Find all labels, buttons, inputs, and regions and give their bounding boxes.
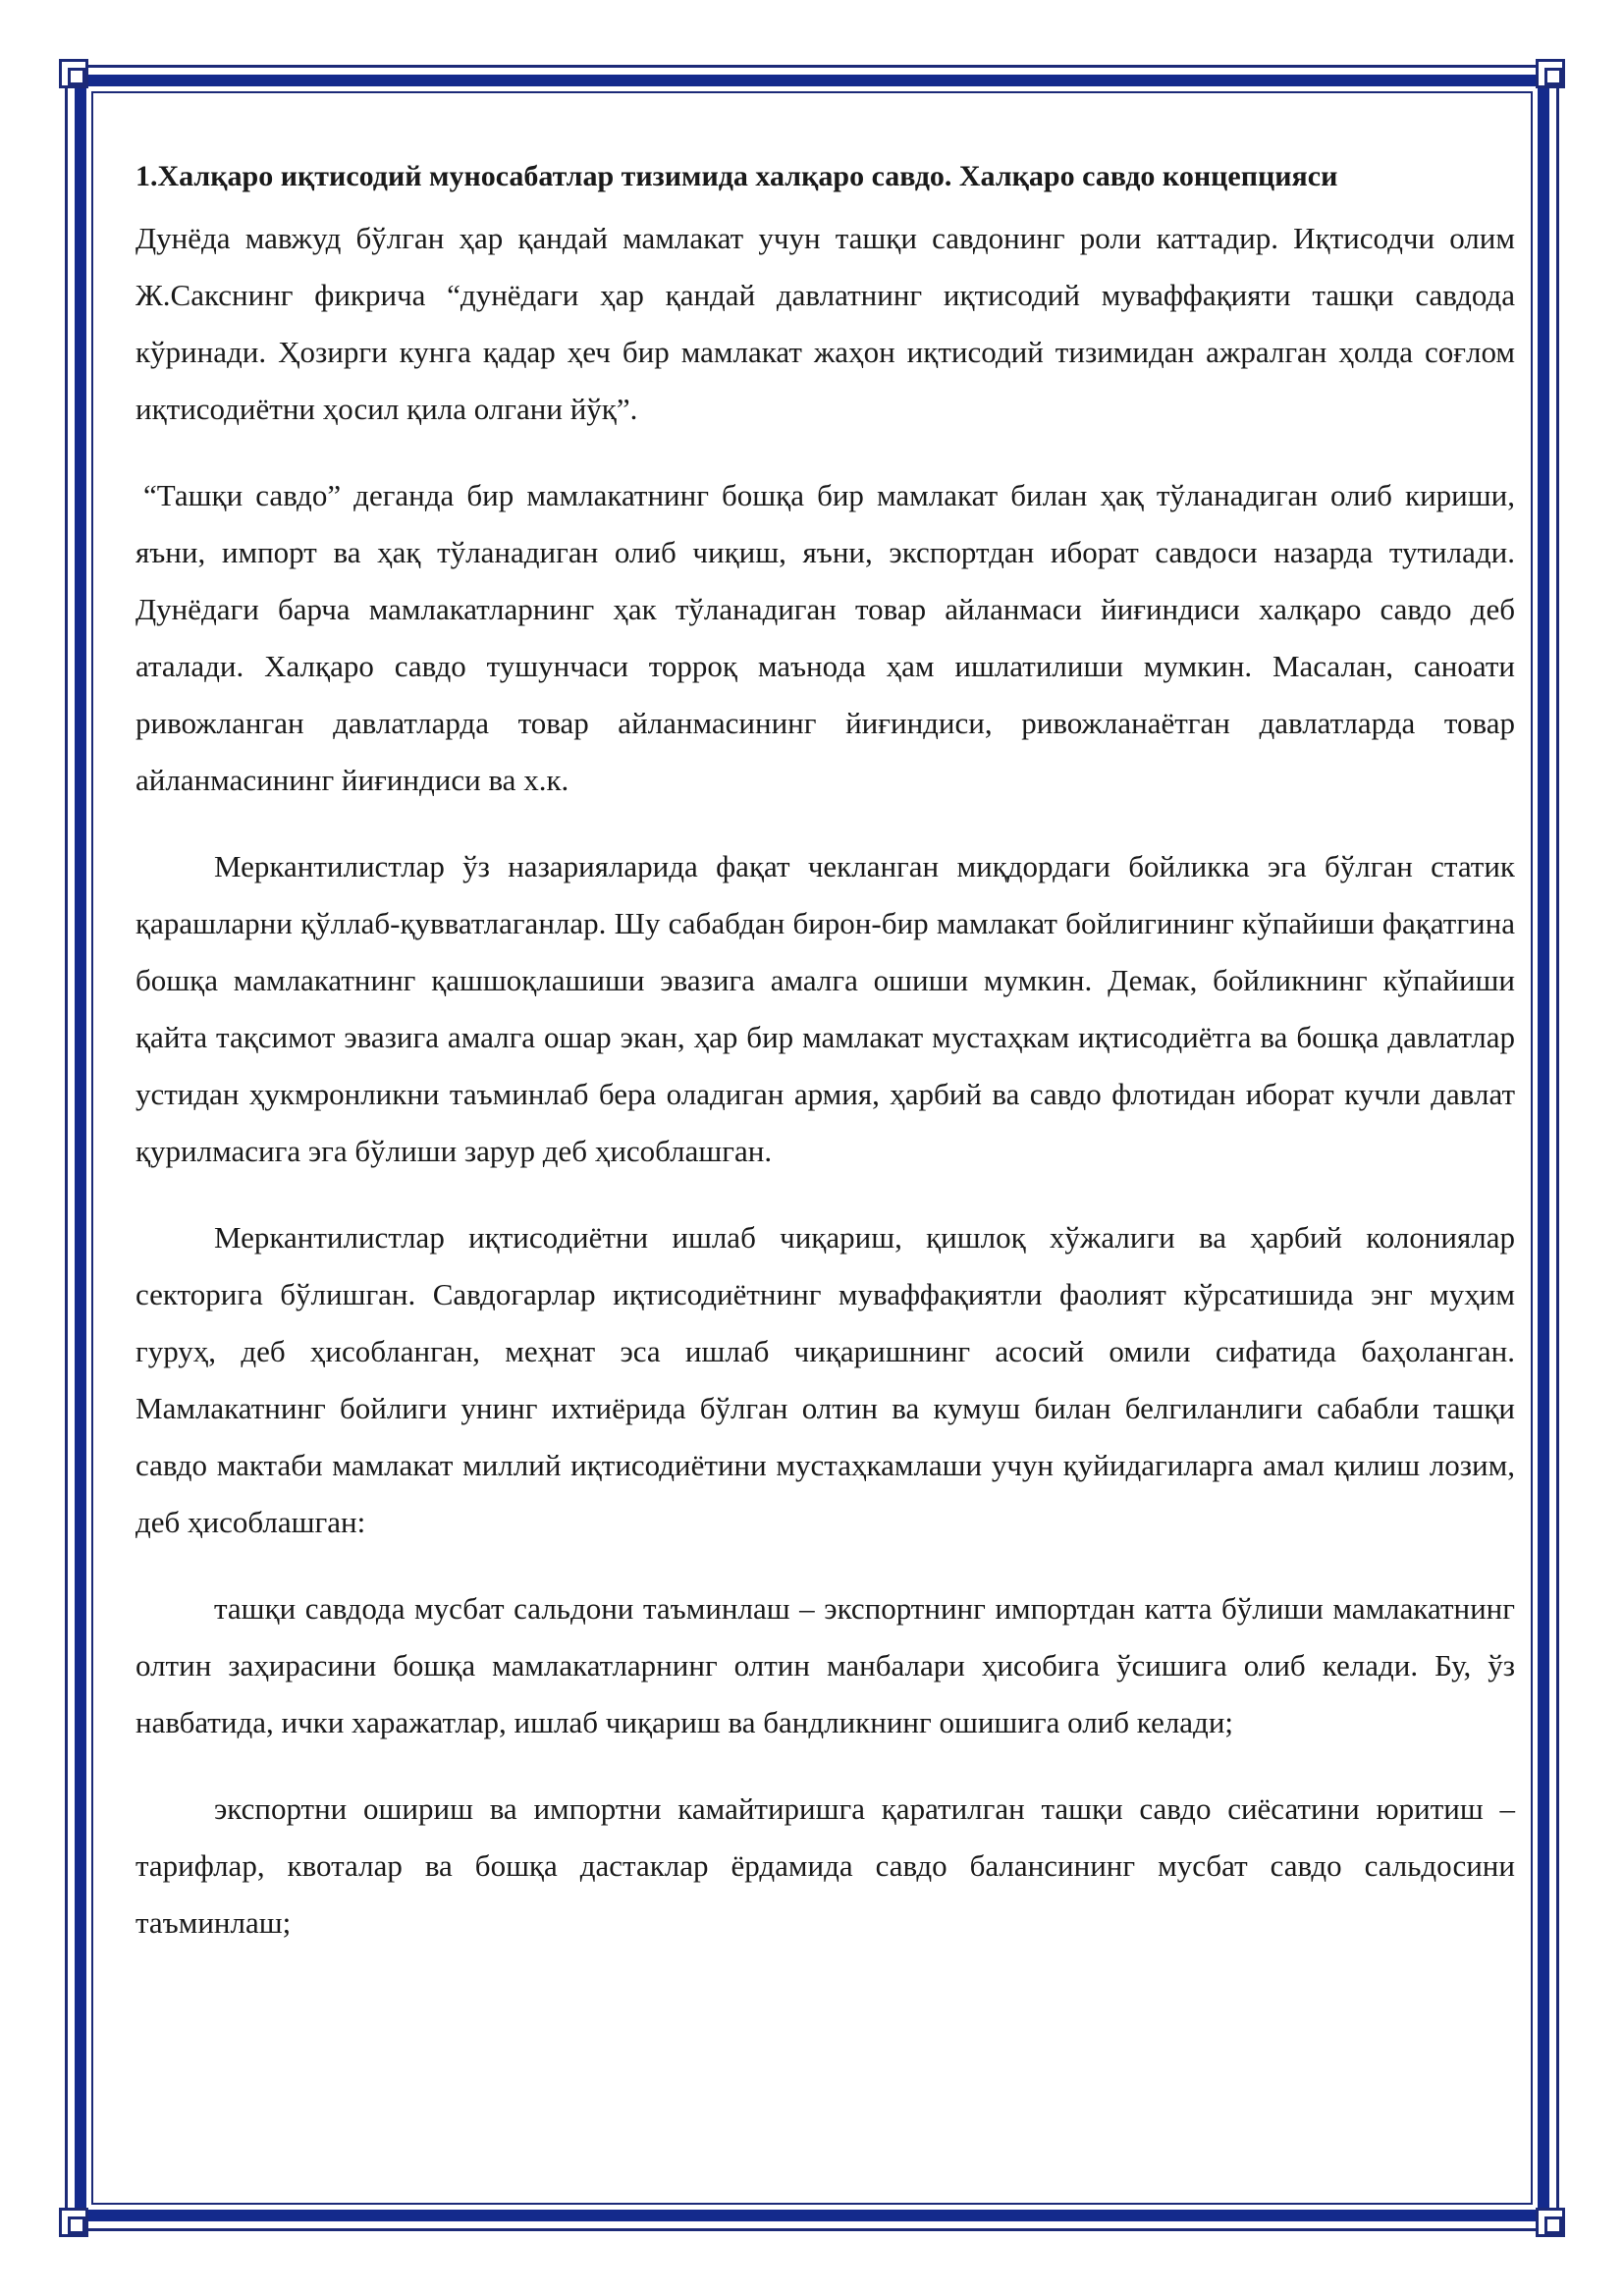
paragraph-6: экспортни ошириш ва импортни камайтиришга қаратилган ташқи савдо сиёсатини юритиш – тарифлар, квоталар ва бошқа дастаклар ёрдамида савдо балансининг мусбат савдо сальдосини таъминлаш;: [135, 1791, 1515, 1940]
paragraph-2: “Ташқи савдо” деганда бир мамлакатнинг бошқа бир мамлакат билан ҳақ тўланадиган олиб кириши, яъни, импорт ва ҳақ тўланадиган олиб чиқиш, яъни, экспортдан иборат савдоси назарда тутилади. Дунёдаги барча мамлакатларнинг ҳак тўланадиган товар айланмаси йиғиндиси халқаро савдо деб аталади. Халқаро савдо тушунчаси торроқ маънода ҳам ишлатилиши мумкин. Масалан, саноати ривожланган давлатларда товар айланмасининг йиғиндиси, ривожланаётган давлатларда товар айланмасининг йиғиндиси ва х.к.: [135, 478, 1515, 797]
corner-ornament-bottom-right: [1536, 2208, 1565, 2237]
paragraph-1: Дунёда мавжуд бўлган ҳар қандай мамлакат учун ташқи савдонинг роли каттадир. Иқтисодчи олим Ж.Сакснинг фикрича “дунёдаги ҳар қандай давлатнинг иқтисодий муваффақияти ташқи савдода кўринади. Ҳозирги кунга қадар ҳеч бир мамлакат жаҳон иқтисодий тизимидан ажралган ҳолда соғлом иқтисодиётни ҳосил қила олгани йўқ”.: [135, 221, 1515, 426]
paragraph-3: Меркантилистлар ўз назарияларида фақат чекланган миқдордаги бойликка эга бўлган статик қарашларни қўллаб-қувватлаганлар. Шу сабабдан бирон-бир мамлакат бойлигининг кўпайиши фақатгина бошқа мамлакатнинг қашшоқлашиши эвазига амалга ошиши мумкин. Демак, бойликнинг кўпайиши қайта тақсимот эвазига амалга ошар экан, ҳар бир мамлакат мустаҳкам иқтисодиётга ва бошқа давлатлар устидан ҳукмронликни таъминлаб бера оладиган армия, ҳарбий ва савдо флотидан иборат кучли давлат қурилмасига эга бўлиши зарур деб ҳисоблашган.: [135, 849, 1515, 1168]
document-body: [135, 147, 1515, 1981]
corner-ornament-bottom-left: [59, 2208, 88, 2237]
section-title: 1.Халқаро иқтисодий муносабатлар тизимида халқаро савдо. Халқаро савдо концепцияси: [135, 160, 1338, 192]
corner-ornament-top-left: [59, 59, 88, 88]
corner-ornament-top-right: [1536, 59, 1565, 88]
paragraph-5: ташқи савдода мусбат сальдони таъминлаш – экспортнинг импортдан катта бўлиши мамлакатнинг олтин заҳирасини бошқа мамлакатларнинг олтин манбалари ҳисобига ўсишига олиб келади. Бу, ўз навбатида, ички харажатлар, ишлаб чиқариш ва бандликнинг ошишига олиб келади;: [135, 1591, 1515, 1739]
paragraph-4: Меркантилистлар иқтисодиётни ишлаб чиқариш, қишлоқ хўжалиги ва ҳарбий колониялар секторига бўлишган. Савдогарлар иқтисодиётнинг муваффақиятли фаолият кўрсатишида энг муҳим гуруҳ, деб ҳисобланган, меҳнат эса ишлаб чиқаришнинг асосий омили сифатида баҳоланган. Мамлакатнинг бойлиги унинг ихтиёрида бўлган олтин ва кумуш билан белгиланлиги сабабли ташқи савдо мактаби мамлакат миллий иқтисодиётини мустаҳкамлаши учун қуйидагиларга амал қилиш лозим, деб ҳисоблашган:: [135, 1220, 1515, 1539]
